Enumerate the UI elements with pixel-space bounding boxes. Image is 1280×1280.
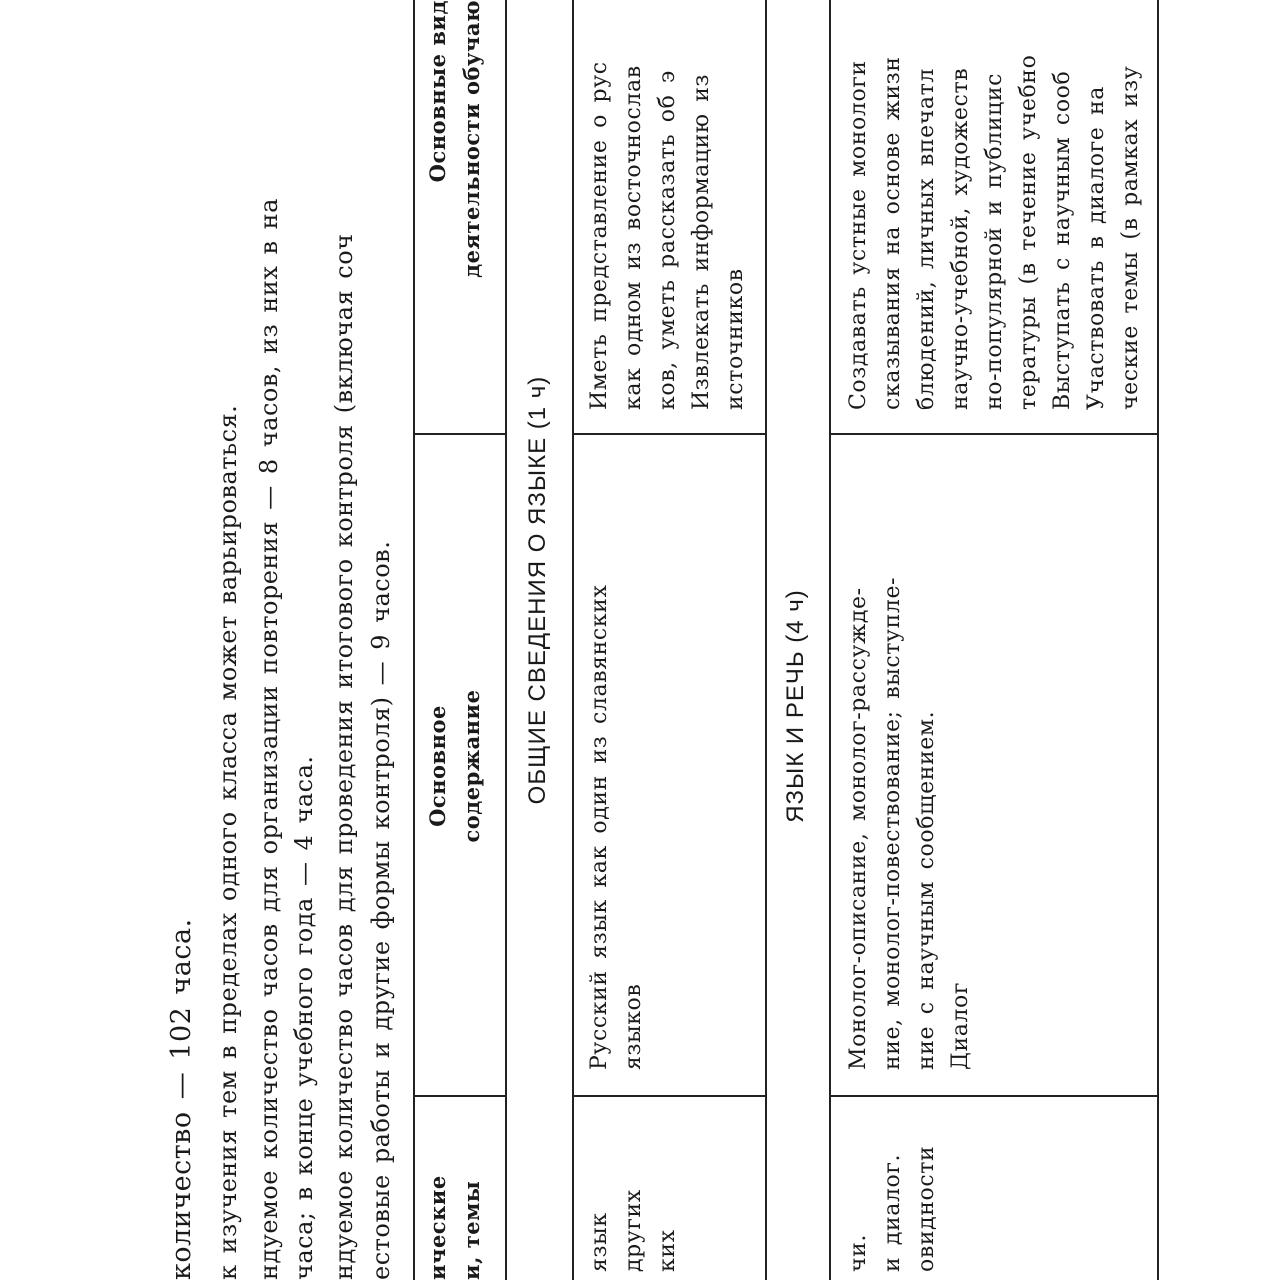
- header-topics-line-2: и, темы: [459, 1180, 484, 1280]
- table-section1-rule: [572, 0, 574, 1280]
- table-col-divider: [829, 433, 1158, 435]
- intro-line-2: к изучения тем в пределах одного класса может варьироваться.: [214, 404, 242, 1280]
- row2-activities-line: сказывания на основе жизн: [880, 56, 905, 410]
- header-activities-line-2: деятельности обучаю: [459, 0, 484, 278]
- row1-activities-cell: [583, 61, 753, 410]
- row2-activities-line: ческие темы (в рамках изу: [1118, 65, 1143, 410]
- row2-activities-line: блюдений, личных впечатл: [914, 68, 939, 410]
- row2-content-line: ние с научным сообщением.: [914, 710, 939, 1070]
- intro-line-5: ндуемое количество часов для проведения итогового контроля (включая соч: [330, 233, 358, 1280]
- row2-content-line: Диалог: [948, 981, 973, 1070]
- section-title-language-speech: ЯЗЫК И РЕЧЬ (4 ч): [782, 589, 809, 823]
- row2-topic-cell: [842, 1146, 944, 1272]
- table-col-divider: [829, 1095, 1158, 1097]
- row2-activities-line: но-популярной и публицис: [982, 72, 1007, 410]
- header-activities: [421, 0, 489, 435]
- row1-content-line: языков: [621, 983, 646, 1070]
- row1-activities-line: ков, уметь рассказать об э: [655, 70, 680, 410]
- row2-activities-line: тературы (в течение учебно: [1016, 54, 1041, 410]
- table-header-rule: [505, 0, 507, 1280]
- header-main-content-line-2: содержание: [459, 689, 484, 843]
- row2-activities-line: научно-учебной, художеств: [948, 67, 973, 410]
- header-main-content: [421, 435, 489, 1097]
- header-topics-line-1: ические: [425, 1175, 450, 1280]
- intro-line-1: количество — 102 часа.: [166, 918, 197, 1280]
- row1-activities-line: источников: [723, 268, 748, 410]
- row1-topic-line: ких: [655, 1229, 680, 1272]
- header-topics: [421, 1097, 489, 1280]
- row2-topic-line: чи.: [846, 1233, 871, 1272]
- intro-line-3: ндуемое количество часов для организации повторения — 8 часов, из них в на: [255, 198, 283, 1280]
- header-main-content-line-1: Основное: [425, 705, 450, 827]
- row2-topic-line: овидности: [914, 1145, 939, 1272]
- row1-topic-line: других: [621, 1189, 646, 1272]
- table-top-rule: [413, 0, 415, 1280]
- row2-content-line: ние, монолог-повествование; выступле-: [880, 576, 905, 1070]
- table-row2-bottom-rule: [1157, 0, 1159, 1280]
- row1-topic-line: язык: [587, 1212, 612, 1272]
- row1-activities-line: Иметь представление о рус: [587, 61, 612, 410]
- row2-activities-line: Участвовать в диалоге на: [1084, 86, 1109, 410]
- row1-topic-cell: [583, 1189, 685, 1272]
- intro-line-4: часа; в конце учебного года — 4 часа.: [290, 755, 318, 1280]
- table-section2-rule: [829, 0, 831, 1280]
- row2-topic-line: и диалог.: [880, 1153, 905, 1272]
- row2-content-line: Монолог-описание, монолог-рассужде-: [846, 587, 871, 1070]
- row1-activities-line: как одном из восточнослав: [621, 65, 646, 410]
- row2-content-cell: [842, 577, 978, 1070]
- row2-activities-line: Создавать устные монологи: [846, 60, 871, 410]
- header-activities-line-1: Основные вид: [425, 0, 450, 183]
- table-col-divider: [572, 1095, 766, 1097]
- intro-line-6: естовые работы и другие формы контроля) — 9 часов.: [367, 540, 395, 1280]
- row1-activities-line: Извлекать информацию из: [689, 73, 714, 410]
- row1-content-cell: [583, 585, 651, 1070]
- row2-activities-cell: [842, 55, 1148, 410]
- table-col-divider: [572, 433, 766, 435]
- table-row1-bottom-rule: [765, 0, 767, 1280]
- section-title-general-info: ОБЩИЕ СВЕДЕНИЯ О ЯЗЫКЕ (1 ч): [524, 375, 551, 805]
- row1-content-line: Русский язык как один из славянских: [587, 584, 612, 1070]
- row2-activities-line: Выступать с научным сооб: [1050, 70, 1075, 410]
